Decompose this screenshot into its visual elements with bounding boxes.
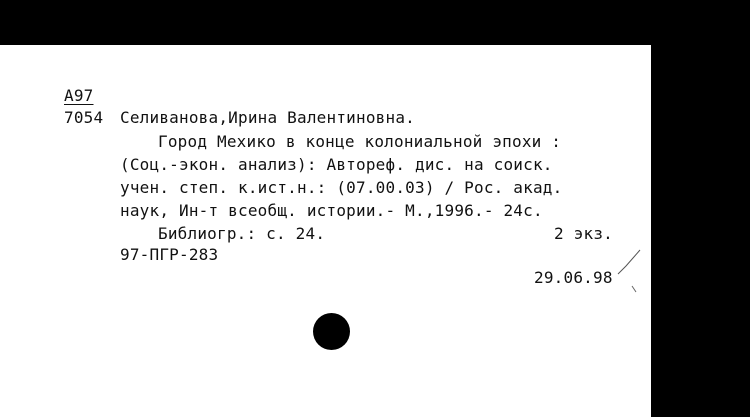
record-number: 7054	[64, 108, 104, 127]
punch-hole	[313, 313, 350, 350]
title-line-1: Город Мехико в конце колониальной эпохи :	[158, 132, 562, 151]
title-line-2: (Соц.-экон. анализ): Автореф. дис. на соиск.	[120, 155, 553, 174]
title-line-3: учен. степ. к.ист.н.: (07.00.03) / Рос. акад.	[120, 178, 563, 197]
author-line: Селиванова,Ирина Валентиновна.	[120, 108, 415, 127]
catalog-card	[0, 45, 651, 417]
date-stamp: 29.06.98	[534, 268, 613, 287]
bibliography-line: Библиогр.: с. 24.	[158, 224, 326, 243]
registration-number: 97-ПГР-283	[120, 245, 219, 264]
pencil-mark-icon	[612, 246, 642, 296]
title-line-4: наук, Ин-т всеобщ. истории.- М.,1996.- 24с.	[120, 201, 543, 220]
copies-count: 2 экз.	[554, 224, 613, 243]
shelfmark: А97	[64, 86, 94, 105]
